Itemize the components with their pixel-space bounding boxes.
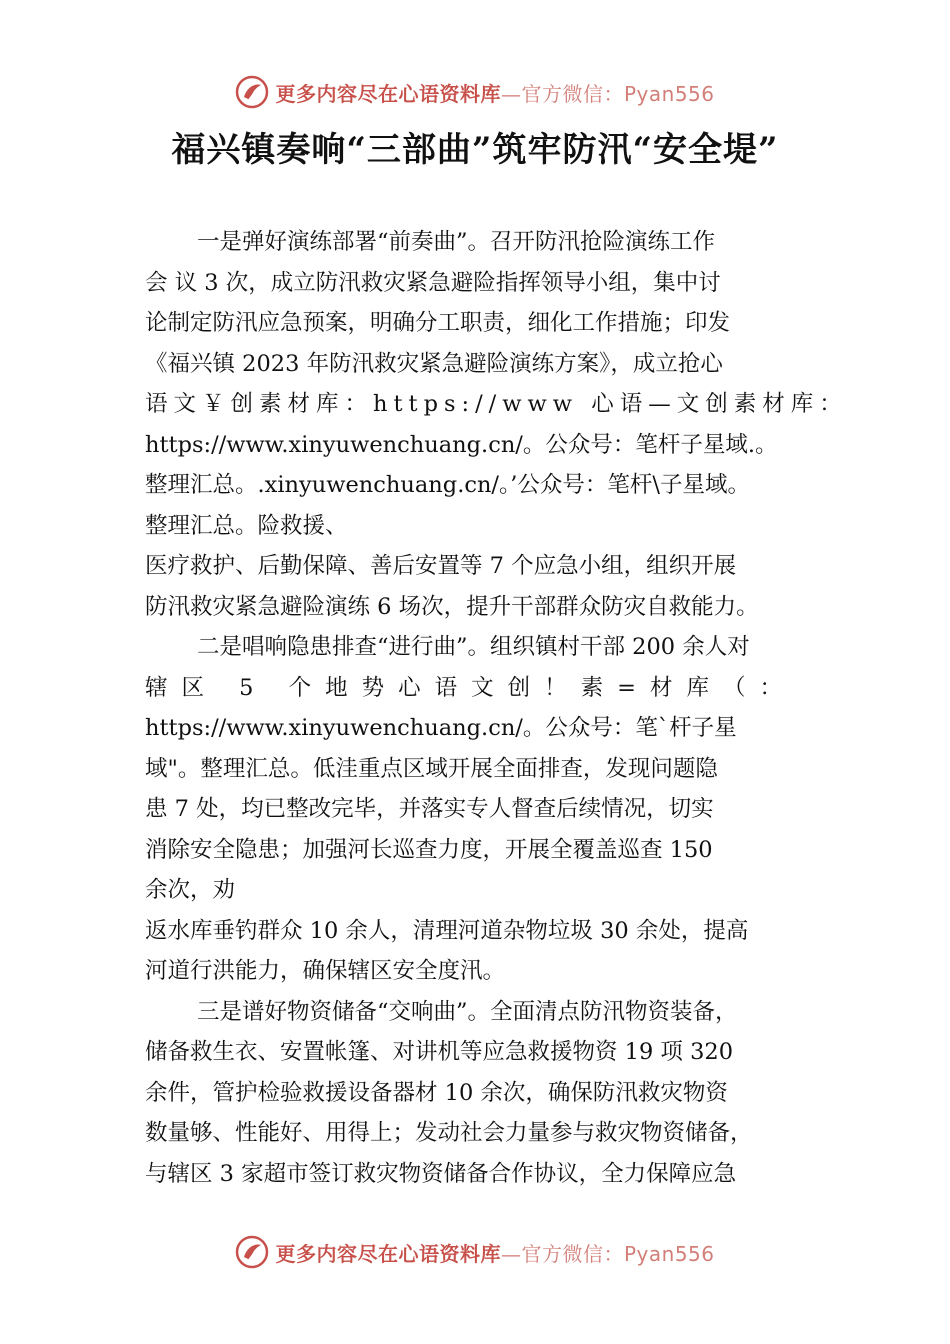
banner-main-text: 更多内容尽在心语资料库 xyxy=(275,81,501,106)
body-line: 论制定防汛应急预案，明确分工职责，细化工作措施；印发 xyxy=(145,310,731,336)
body-line: 三是谱好物资储备“交响曲”。全面清点防汛物资装备， xyxy=(197,998,738,1025)
brand-logo-icon xyxy=(235,1235,269,1269)
body-line: 河道行洪能力，确保辖区安全度汛。 xyxy=(145,958,506,984)
body-line: 整理汇总。.xinyuwenchuang.cn/。’公众号：笔杆\子星域。 xyxy=(145,472,750,498)
banner-wechat-label: 官方微信： xyxy=(521,1241,624,1266)
body-line: 一是弹好演练部署“前奏曲”。召开防汛抢险演练工作 xyxy=(197,229,716,255)
document-title: 福兴镇奏响“三部曲”筑牢防汛“安全堤” xyxy=(171,130,779,170)
body-line: 《福兴镇 2023 年防汛救灾紧急避险演练方案》，成立抢心 xyxy=(145,350,723,377)
body-line: https://www.xinyuwenchuang.cn/。公众号：笔`杆子星 xyxy=(145,715,737,741)
header-banner xyxy=(0,72,950,112)
body-line: 整理汇总。险救援、 xyxy=(145,512,348,539)
body-line: 防汛救灾紧急避险演练 6 场次，提升干部群众防灾自救能力。 xyxy=(145,593,759,620)
banner-main-text: 更多内容尽在心语资料库 xyxy=(275,1241,501,1266)
body-line: 语文￥创素材库：https://www 心语—文创素材库： xyxy=(145,391,848,417)
body-line: 辖区 5 个地势心语文创！素=材库（： xyxy=(145,674,796,701)
body-line: 患 7 处，均已整改完毕，并落实专人督查后续情况，切实 xyxy=(145,796,714,822)
body-line: 医疗救护、后勤保障、善后安置等 7 个应急小组，组织开展 xyxy=(145,553,737,579)
body-line: 二是唱响隐患排查“进行曲”。组织镇村干部 200 余人对 xyxy=(197,634,750,660)
body-line: 数量够、性能好、用得上；发动社会力量参与救灾物资储备， xyxy=(145,1120,753,1146)
document-body xyxy=(145,222,848,1194)
banner-wechat-id: Pyan556 xyxy=(623,1241,715,1266)
body-line: 消除安全隐患；加强河长巡查力度，开展全覆盖巡查 150 xyxy=(145,836,713,863)
body-line: 与辖区 3 家超市签订救灾物资储备合作协议，全力保障应急 xyxy=(145,1160,737,1187)
banner-separator: — xyxy=(500,81,522,106)
body-line: 储备救生衣、安置帐篷、对讲机等应急救援物资 19 项 320 xyxy=(145,1039,734,1065)
banner-separator: — xyxy=(500,1241,522,1266)
body-line: 返水库垂钓群众 10 余人，清理河道杂物垃圾 30 余处，提高 xyxy=(145,917,749,944)
body-line: 余次，劝 xyxy=(145,877,236,903)
body-line: https://www.xinyuwenchuang.cn/。公众号：笔杆子星域.。 xyxy=(145,431,778,458)
banner-wechat-id: Pyan556 xyxy=(623,81,715,106)
footer-banner xyxy=(0,1232,950,1272)
banner-text xyxy=(275,78,714,107)
banner-wechat-label: 官方微信： xyxy=(521,81,624,106)
banner-text xyxy=(275,1238,714,1267)
brand-logo-icon xyxy=(235,75,269,109)
body-line: 余件，管护检验救援设备器材 10 余次，确保防汛救灾物资 xyxy=(145,1079,728,1106)
body-line: 域"。整理汇总。低洼重点区域开展全面排查，发现问题隐 xyxy=(145,755,718,782)
body-line: 会 议 3 次，成立防汛救灾紧急避险指挥领导小组，集中讨 xyxy=(145,269,721,296)
